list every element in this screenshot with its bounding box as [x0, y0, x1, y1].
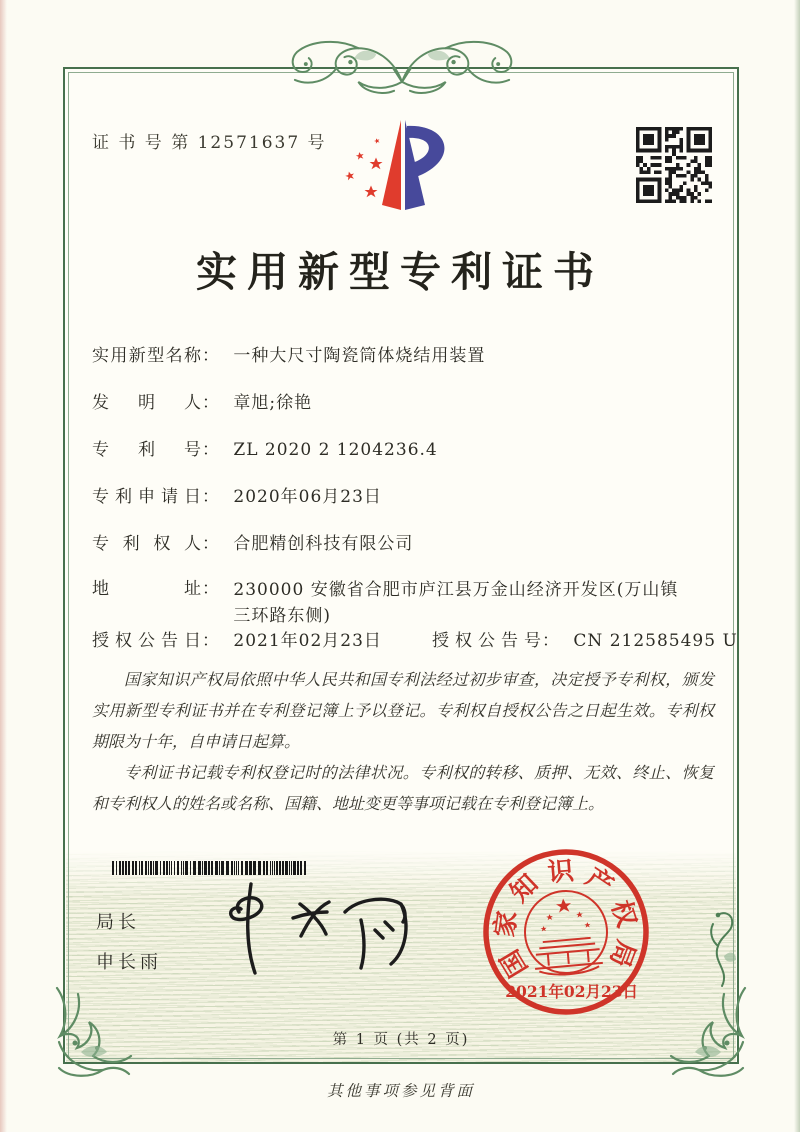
page-number: 第 1 页 (共 2 页) — [332, 1032, 470, 1048]
cnipa-logo — [327, 106, 477, 228]
seal-date: 2021年02月23日 — [505, 981, 639, 1001]
colon: ： — [202, 631, 220, 651]
colon: ： — [202, 393, 220, 413]
field-value: 2020年06月23日 — [233, 487, 382, 507]
national-emblem — [522, 888, 611, 978]
field-value: 2021年02月23日 — [233, 631, 382, 651]
top-flourish-ornament — [283, 36, 521, 106]
certificate-title: 实用新型专利证书 — [196, 248, 604, 296]
handwritten-signature — [205, 878, 415, 978]
field-label: 地址 — [92, 579, 202, 599]
field-inventor — [92, 391, 312, 415]
field-value: 230000 安徽省合肥市庐江县万金山经济开发区(万山镇三环路东侧) — [233, 580, 679, 626]
field-value: ZL 2020 2 1204236.4 — [233, 440, 438, 460]
svg-text:家: 家 — [489, 909, 524, 939]
colon: ： — [202, 534, 220, 554]
field-label: 授权公告日 — [92, 631, 202, 651]
svg-text:产: 产 — [580, 862, 619, 902]
svg-text:局: 局 — [603, 935, 641, 972]
field-grant-date — [92, 629, 382, 653]
colon: ： — [202, 579, 220, 599]
svg-text:国: 国 — [495, 944, 535, 982]
seal-ring-text — [484, 851, 646, 983]
colon: ： — [542, 631, 560, 651]
field-value: 一种大尺寸陶瓷筒体烧结用装置 — [233, 346, 486, 366]
field-value: 合肥精创科技有限公司 — [233, 534, 414, 554]
signoff-block — [96, 908, 162, 988]
colon: ： — [202, 487, 220, 507]
field-label: 专利申请日 — [92, 487, 202, 507]
svg-text:识: 识 — [546, 856, 576, 889]
director-role: 局长 — [96, 912, 140, 933]
field-patent-number — [92, 438, 438, 462]
director-name: 申长雨 — [96, 952, 162, 973]
field-value: CN 212585495 U — [573, 631, 738, 651]
legal-text — [92, 664, 714, 819]
certificate-number: 证 书 号 第 12571637 号 — [92, 133, 327, 153]
official-seal — [468, 834, 663, 1029]
scan-edge-left — [0, 0, 7, 1132]
field-label: 实用新型名称 — [92, 346, 202, 366]
barcode — [112, 860, 310, 874]
right-vine-ornament — [706, 908, 738, 988]
svg-text:知: 知 — [504, 868, 545, 909]
field-filing-date — [92, 485, 382, 509]
field-utility-name — [92, 344, 485, 368]
field-label: 专利权人 — [92, 534, 202, 554]
colon: ： — [202, 346, 220, 366]
field-label: 专利号 — [92, 440, 202, 460]
field-patentee — [92, 532, 413, 556]
field-label: 授权公告号 — [432, 631, 542, 651]
colon: ： — [202, 440, 220, 460]
scan-edge-right — [794, 0, 800, 1132]
legal-paragraph-1: 国家知识产权局依照中华人民共和国专利法经过初步审查，决定授予专利权，颁发实用新型专利证书并在专利登记簿上予以登记。专利权自授权公告之日起生效。专利权期限为十年，自申请日起算。 — [92, 670, 714, 751]
legal-paragraph-2: 专利证书记载专利权登记时的法律状况。专利权的转移、质押、无效、终止、恢复和专利权人的姓名或名称、国籍、地址变更等事项记载在专利登记簿上。 — [92, 763, 714, 813]
field-label: 发明人 — [92, 393, 202, 413]
qr-code — [636, 127, 712, 203]
back-side-note: 其他事项参见背面 — [326, 1082, 475, 1100]
svg-text:权: 权 — [604, 896, 642, 931]
field-address — [92, 577, 688, 629]
field-grant-number — [432, 629, 738, 653]
field-value: 章旭;徐艳 — [233, 393, 313, 413]
